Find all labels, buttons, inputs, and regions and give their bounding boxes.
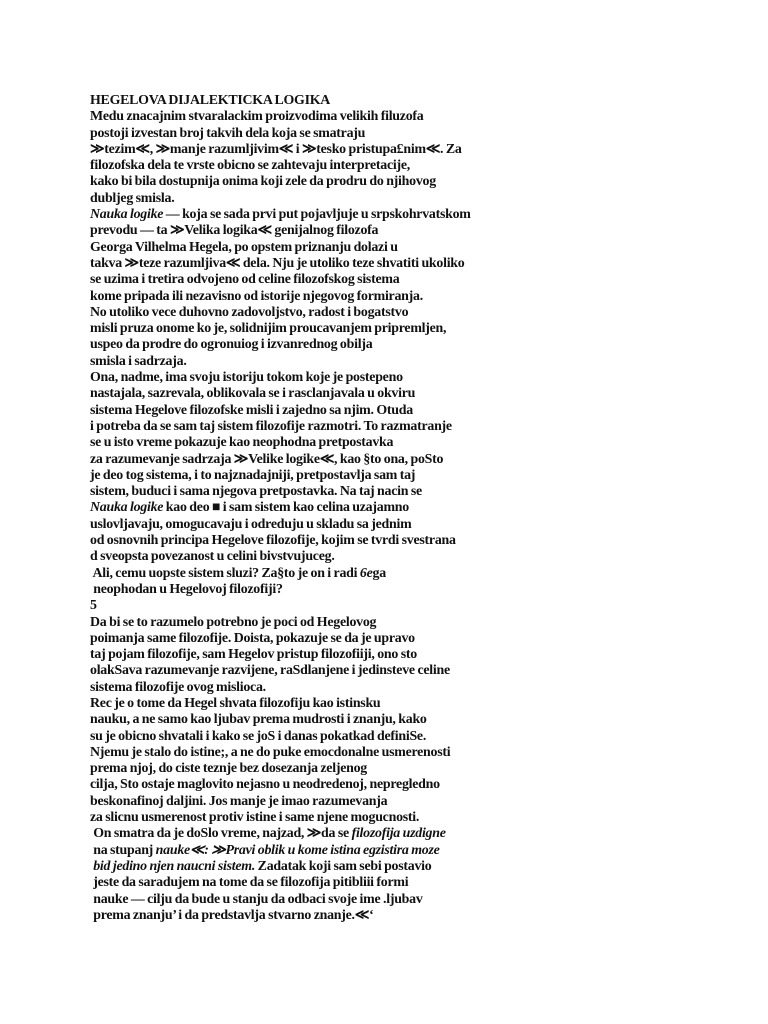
text-segment: od osnovnih principa Hegelove filozofije, kojim se tvrdi svestrana — [90, 533, 456, 549]
text-segment: dubljeg smisla. — [90, 190, 175, 206]
text-line — [90, 93, 730, 109]
text-line — [90, 729, 730, 745]
text-line — [90, 191, 730, 207]
text-line — [90, 777, 730, 793]
text-segment: se uzima i tretira odvojeno od celine filozofskog sistema — [90, 272, 400, 288]
text-line — [90, 419, 730, 435]
text-segment: takva ≫teze razumljiva≪ dela. Nju je utoliko teze shvatiti ukoliko — [90, 255, 465, 271]
text-segment: sistema Hegelove filozofske misli i zajedno sa njim. Otuda — [90, 402, 413, 418]
text-line — [90, 533, 730, 549]
text-segment: Medu znacajnim stvaralackim proizvodima velikih filuzofa — [90, 109, 424, 125]
text-line — [90, 354, 730, 370]
text-segment: On smatra da je doSlo vreme, najzad, ≫da se — [90, 826, 352, 842]
text-segment: Rec je o tome da Hegel shvata filozofiju kao istinsku — [90, 695, 381, 711]
text-segment: No utoliko vece duhovno zadovoljstvo, radost i bogatstvo — [90, 304, 409, 320]
text-segment: sistema filozofije ovog mislioca. — [90, 679, 266, 695]
text-line — [90, 892, 730, 908]
text-line — [90, 240, 730, 256]
text-segment: cilja, Sto ostaje maglovito nejasno u neodredenoj, nepregledno — [90, 777, 440, 793]
italic-text-segment: nauke≪: ≫Pravi oblik u kome istina egzistira moze — [155, 842, 440, 858]
text-line — [90, 435, 730, 451]
text-segment: su je obicno shvatali i kako se joS i danas pokatkad definiSe. — [90, 728, 427, 744]
text-segment: uspeo da prodre do ogronuiog i izvanrednog obilja — [90, 337, 373, 353]
text-line — [90, 517, 730, 533]
text-line — [90, 826, 730, 842]
text-segment: na stupanj — [90, 842, 156, 858]
text-segment: kome pripada ili nezavisno od istorije njegovog formiranja. — [90, 288, 423, 304]
text-line — [90, 745, 730, 761]
italic-text-segment: 6e — [359, 565, 373, 581]
text-line — [90, 582, 730, 598]
text-line — [90, 680, 730, 696]
text-line — [90, 794, 730, 810]
text-segment: olakSava razumevanje razvijene, raSdlanjene i jedinsteve celine — [90, 663, 450, 679]
text-line — [90, 289, 730, 305]
text-line — [90, 761, 730, 777]
text-line — [90, 142, 730, 158]
text-line — [90, 126, 730, 142]
text-line — [90, 566, 730, 582]
text-line — [90, 500, 730, 516]
text-segment: kako bi bila dostupnija onima koji zele da prodru do njihovog — [90, 174, 436, 190]
italic-text-segment: Nauka logike — [90, 500, 164, 516]
text-segment: se u isto vreme pokazuje kao neophodna pretpostavka — [90, 435, 394, 451]
text-segment: kao deo ■ i sam sistem kao celina uzajamno — [163, 500, 409, 516]
text-line — [90, 158, 730, 174]
text-segment: nauku, a ne samo kao ljubav prema mudrosti i znanju, kako — [90, 712, 427, 728]
text-segment: neophodan u Hegelovoj filozofiji? — [90, 581, 283, 597]
text-segment: smisla i sadrzaja. — [90, 353, 187, 369]
text-line — [90, 859, 730, 875]
text-segment: nauke — cilju da bude u stanju da odbaci svoje ime .ljubav — [90, 891, 423, 907]
text-line — [90, 810, 730, 826]
text-segment: ≫tezim≪, ≫manje razumljivim≪ i ≫tesko pristupa£nim≪. Za — [90, 141, 462, 157]
text-segment: Georga Vilhelma Hegela, po opstem priznanju dolazi u — [90, 239, 398, 255]
text-segment: Da bi se to razumelo potrebno je poci od Hegelovog — [90, 614, 377, 630]
text-segment: prevodu — ta ≫Velika logika≪ genijalnog filozofa — [90, 223, 379, 239]
italic-text-segment: filozofija uzdigne — [351, 826, 446, 842]
text-line — [90, 223, 730, 239]
text-segment: nastajala, sazrevala, oblikovala se i rasclanjavala u okviru — [90, 386, 416, 402]
text-line — [90, 272, 730, 288]
text-segment: za slicnu usmerenost protiv istine i same njene mogucnosti. — [90, 810, 420, 826]
text-segment: 5 — [90, 598, 97, 614]
text-line — [90, 647, 730, 663]
text-line — [90, 174, 730, 190]
italic-text-segment: bid jedino njen naucni sistem. — [90, 858, 256, 874]
text-line — [90, 403, 730, 419]
text-line — [90, 386, 730, 402]
text-segment: HEGELOVA DIJALEKTICKA LOGIKA — [90, 93, 331, 108]
text-line — [90, 452, 730, 468]
text-line — [90, 109, 730, 125]
text-segment: uslovljavaju, omogucavaju i odreduju u skladu sa jednim — [90, 516, 412, 532]
text-segment: prema njoj, do ciste teznje bez dosezanja zeljenog — [90, 761, 367, 777]
text-segment: postoji izvestan broj takvih dela koja se smatraju — [90, 125, 366, 141]
text-segment: jeste da saradujem na tome da se filozofija pitibliii formi — [90, 875, 409, 891]
text-line — [90, 370, 730, 386]
text-line — [90, 598, 730, 614]
text-line — [90, 484, 730, 500]
text-line — [90, 712, 730, 728]
text-segment: Njemu je stalo do istine;, a ne do puke emocdonalne usmerenosti — [90, 744, 451, 760]
text-segment: Ali, cemu uopste sistem sluzi? Za§to je on i radi — [90, 565, 360, 581]
text-segment: taj pojam filozofije, sam Hegelov pristup filozofiiji, ono sto — [90, 647, 417, 663]
text-segment: je deo tog sistema, i to najznadajniji, pretpostavlja sam taj — [90, 467, 416, 483]
document-text — [90, 93, 730, 924]
text-line — [90, 875, 730, 891]
text-line — [90, 549, 730, 565]
text-segment: d sveopsta povezanost u celini bivstvujuceg. — [90, 549, 335, 565]
text-line — [90, 631, 730, 647]
text-line — [90, 207, 730, 223]
text-segment: beskonafinoj daljini. Jos manje je imao razumevanja — [90, 793, 388, 809]
text-line — [90, 256, 730, 272]
text-segment: Ona, nadme, ima svoju istoriju tokom koje je postepeno — [90, 370, 403, 386]
text-segment: — koja se sada prvi put pojavljuje u srpskohrvatskom — [163, 207, 471, 223]
text-line — [90, 321, 730, 337]
text-segment: filozofska dela te vrste obicno se zahtevaju interpretacije, — [90, 158, 411, 174]
text-segment: poimanja same filozofije. Doista, pokazuje se da je upravo — [90, 630, 415, 646]
text-line — [90, 663, 730, 679]
text-line — [90, 696, 730, 712]
text-line — [90, 337, 730, 353]
text-segment: Zadatak koji sam sebi postavio — [255, 858, 432, 874]
text-segment: i potreba da se sam taj sistem filozofije razmotri. To razmatranje — [90, 418, 452, 434]
text-line — [90, 908, 730, 924]
text-segment: ga — [372, 565, 386, 581]
italic-text-segment: Nauka logike — [90, 207, 164, 223]
text-line — [90, 305, 730, 321]
text-segment: misli pruza onome ko je, solidnijim proucavanjem pripremljen, — [90, 321, 447, 337]
text-line — [90, 468, 730, 484]
text-line — [90, 843, 730, 859]
text-segment: prema znanju’ i da predstavlja stvarno znanje.≪‘ — [90, 907, 374, 923]
text-segment: za razumevanje sadrzaja ≫Velike logike≪, kao §to ona, poSto — [90, 451, 444, 467]
text-line — [90, 615, 730, 631]
text-segment: sistem, buduci i sama njegova pretpostavka. Na taj nacin se — [90, 484, 422, 500]
